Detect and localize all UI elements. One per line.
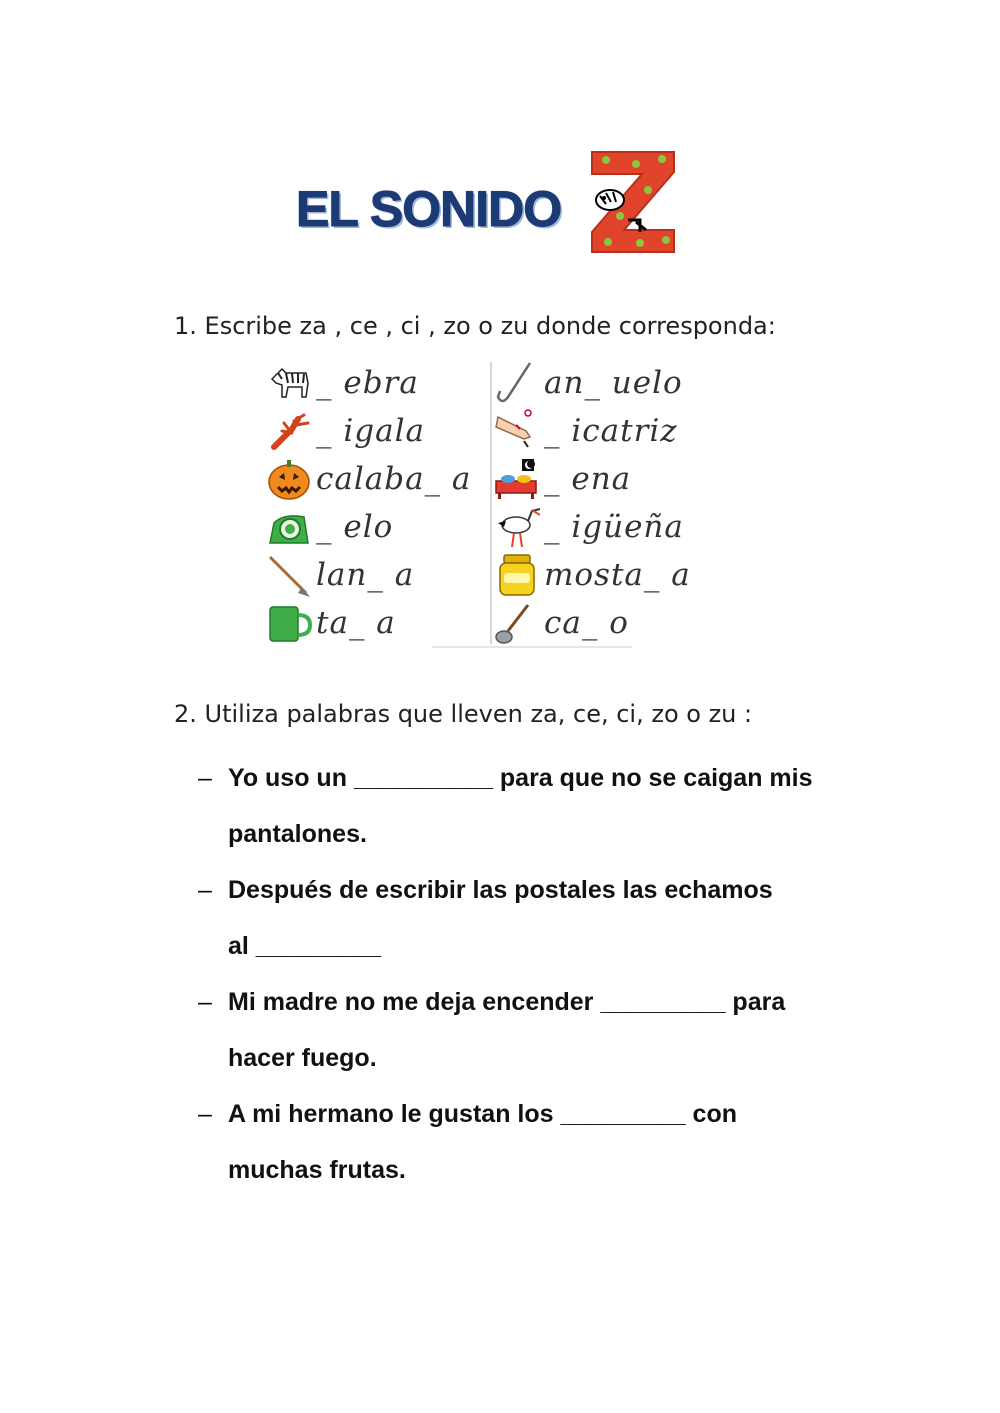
word-fill[interactable]: _ ebra	[316, 365, 419, 401]
sentence-line: pantalones.	[228, 820, 367, 848]
bullet-dash: –	[198, 764, 212, 792]
word-item-mug	[266, 600, 396, 646]
word-fill[interactable]: _ igala	[316, 413, 425, 449]
word-fill[interactable]: ta_ a	[316, 605, 396, 641]
mug-icon	[266, 601, 312, 645]
page-title: EL SONIDO	[296, 181, 562, 237]
zebra-z-logo-icon	[588, 150, 678, 255]
word-fill[interactable]: _ ena	[544, 461, 632, 497]
pumpkin-icon	[266, 457, 312, 501]
hook-icon	[494, 361, 540, 405]
word-item-mustard	[494, 552, 691, 598]
bullet-dash: –	[198, 1100, 212, 1128]
word-fill[interactable]: an_ uelo	[544, 365, 683, 401]
sentence-line: Después de escribir las postales las echamos	[228, 876, 773, 904]
stork-icon	[494, 505, 540, 549]
bullet-dash: –	[198, 988, 212, 1016]
zebra-icon	[266, 361, 312, 405]
ladle-icon	[494, 601, 540, 645]
tape-icon	[266, 505, 312, 549]
divider-line	[432, 646, 632, 648]
exercise2-heading: 2. Utiliza palabras que lleven za, ce, ci, zo o zu :	[174, 700, 753, 728]
word-item-spear	[266, 552, 414, 598]
spear-icon	[266, 553, 312, 597]
crayfish-icon	[266, 409, 312, 453]
exercise1-heading: 1. Escribe za , ce , ci , zo o zu donde corresponda:	[174, 312, 776, 340]
word-fill[interactable]: _ icatriz	[544, 413, 678, 449]
arm-scar-icon	[494, 409, 540, 453]
bullet-dash: –	[198, 876, 212, 904]
word-item-ladle	[494, 600, 629, 646]
word-item-pumpkin	[266, 456, 471, 502]
sentence-line[interactable]: al _________	[228, 932, 381, 960]
dinner-table-icon	[494, 457, 540, 501]
title-block	[296, 150, 696, 260]
column-divider	[490, 362, 492, 644]
word-fill[interactable]: mosta_ a	[544, 557, 691, 593]
word-item-crayfish	[266, 408, 425, 454]
logo-letter: Z	[588, 150, 589, 151]
sentence-line: hacer fuego.	[228, 1044, 377, 1072]
word-item-stork	[494, 504, 684, 550]
sentence-line: muchas frutas.	[228, 1156, 406, 1184]
word-fill[interactable]: _ elo	[316, 509, 394, 545]
word-item-tape	[266, 504, 393, 550]
word-fill[interactable]: _ igüeña	[544, 509, 684, 545]
sentence-line[interactable]: Mi madre no me deja encender _________ para	[228, 988, 786, 1016]
word-fill[interactable]: calaba_ a	[316, 461, 472, 497]
word-item-scar	[494, 408, 678, 454]
word-item-dinner	[494, 456, 631, 502]
word-item-zebra	[266, 360, 419, 406]
word-fill[interactable]: lan_ a	[316, 557, 415, 593]
word-item-hook	[494, 360, 683, 406]
word-fill[interactable]: ca_ o	[544, 605, 629, 641]
sentence-line[interactable]: A mi hermano le gustan los _________ con	[228, 1100, 737, 1128]
sentence-line[interactable]: Yo uso un __________ para que no se caigan mis	[228, 764, 813, 792]
mustard-jar-icon	[494, 553, 540, 597]
